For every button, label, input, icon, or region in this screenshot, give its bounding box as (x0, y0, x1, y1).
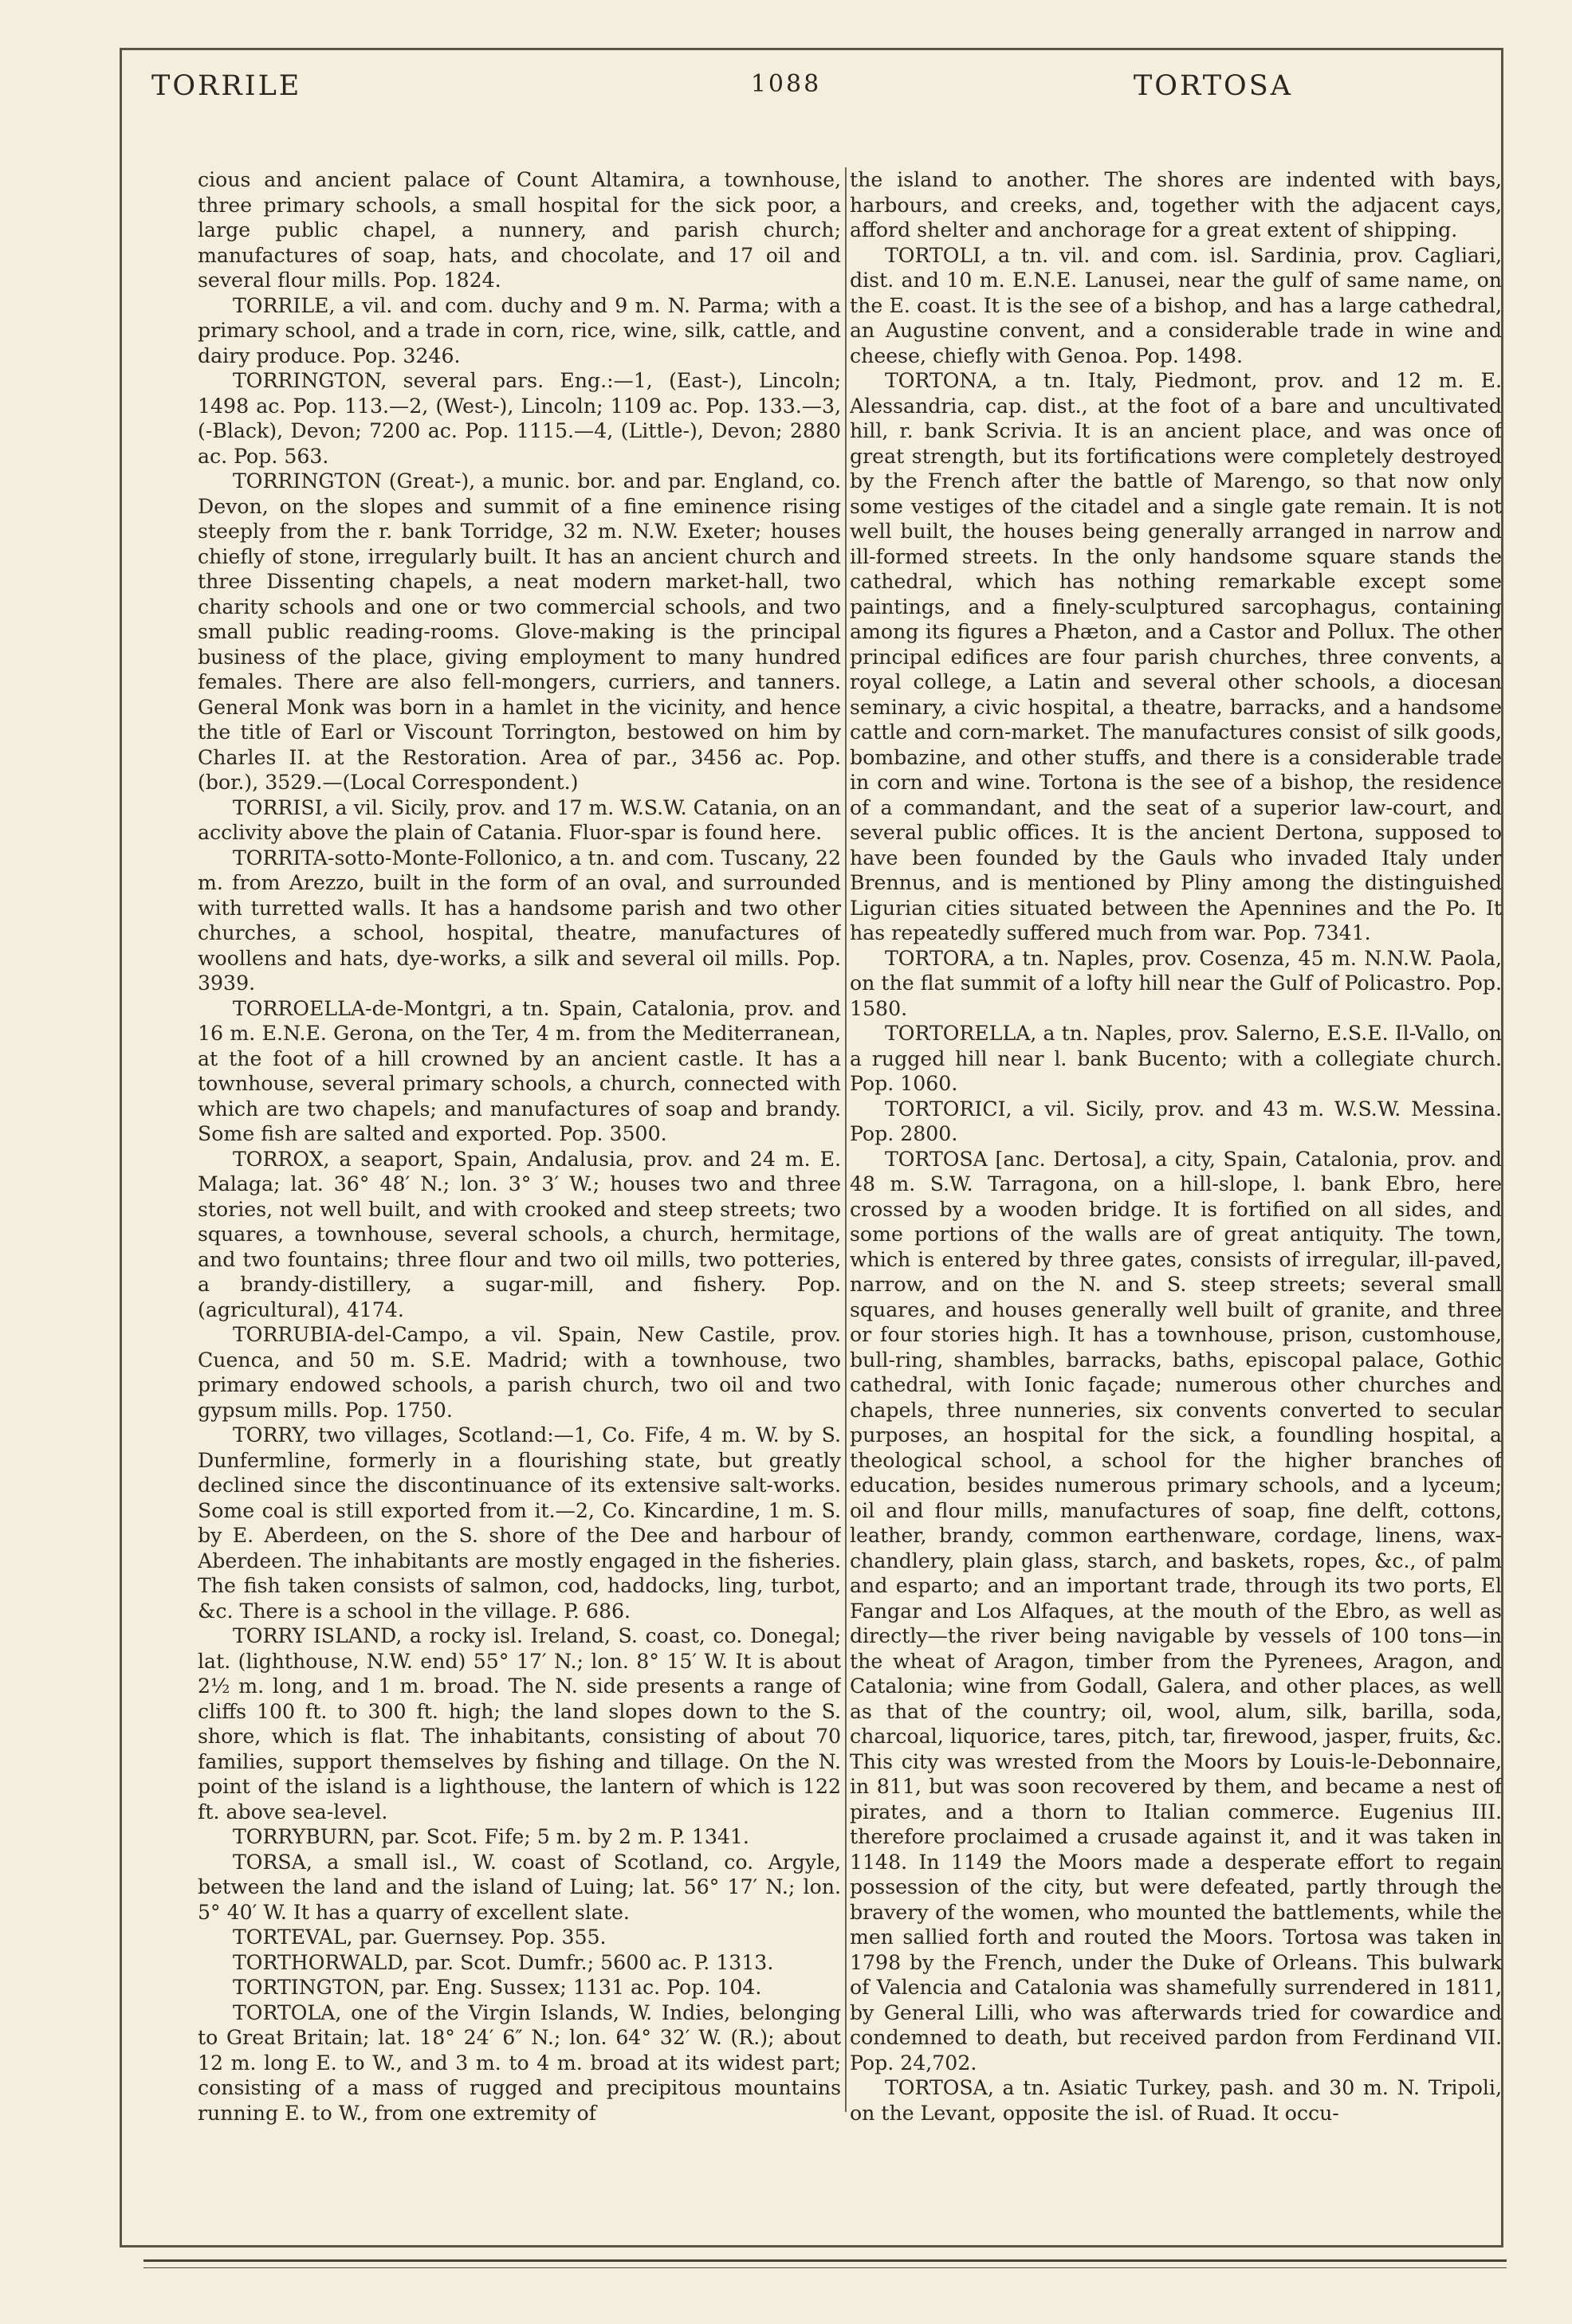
entry-headword: TORTOLA, (233, 2000, 342, 2024)
entry-text: a seaport, Spain, Andalusia, prov. and 24 m. E. Malaga; lat. 36° 48′ N.; lon. 3° 3′ W.; houses two and three stories, not well built, and with crooked and steep streets; two squares, a townhouse, several schools, a church, hermitage, and two fountains; three flour and two oil mills, two potteries, a brandy-distillery, a sugar-mill, and fishery. Pop. (agricultural), 4174. (198, 1147, 841, 1321)
gazetteer-entry (850, 2075, 1502, 2126)
gazetteer-entry (198, 1824, 841, 1850)
gazetteer-entry (198, 469, 841, 795)
entry-headword: TORRINGTON (Great-), (233, 469, 476, 493)
gazetteer-entry (198, 1925, 841, 1950)
gazetteer-entry (850, 167, 1502, 243)
entry-text: a munic. bor. and par. England, co. Devon, on the slopes and summit of a fine eminence rising steeply from the r. bank Torridge, 32 m. N.W. Exeter; houses chiefly of stone, irregularly built. It has an ancient church and three Dissenting chapels, a neat modern market-hall, two charity schools and one or two commercial schools, and two small public reading-rooms. Glove-making is the principal business of the place, giving employment to many hundred females. There are also fell-mongers, curriers, and tanners. General Monk was born in a hamlet in the vicinity, and hence the title of Earl or Viscount Torrington, bestowed on him by Charles II. at the Restoration. Area of par., 3456 ac. Pop. (bor.), 3529.—(Local Correspondent.) (198, 469, 841, 794)
entry-text: a vil. Spain, New Castile, prov. Cuenca, and 50 m. S.E. Madrid; with a townhouse, two primary endowed schools, a parish church, two oil and two gypsum mills. Pop. 1750. (198, 1323, 841, 1422)
right-column (850, 167, 1502, 2184)
gazetteer-entry (198, 2000, 841, 2126)
entry-headword: TORRY, (233, 1423, 309, 1447)
gazetteer-entry (198, 846, 841, 996)
entry-headword: TORRILE, (233, 293, 336, 317)
entry-text: par. Scot. Dumfr.; 5600 ac. P. 1313. (408, 1950, 774, 1974)
page-header (151, 70, 1421, 120)
entry-headword: TORRISI, (233, 795, 329, 819)
gazetteer-entry (198, 1423, 841, 1623)
entry-text: a tn. Naples, prov. Cosenza, 45 m. N.N.W. Paola, on the flat summit of a lofty hill near the Gulf of Policastro. Pop. 1580. (850, 946, 1502, 1020)
entry-headword: TORRY ISLAND, (233, 1624, 403, 1647)
header-left-word: TORRILE (151, 70, 302, 102)
left-column (198, 167, 841, 2184)
entry-headword: TORTORELLA, (885, 1022, 1037, 1045)
entry-text: one of the Virgin Islands, W. Indies, belonging to Great Britain; lat. 18° 24′ 6″ N.; lon. 64° 32′ W. (R.); about 12 m. long E. to W., and 3 m. to 4 m. broad at its widest part; consisting of a mass of rugged and precipitous mountains running E. to W., from one extremity of (198, 2000, 841, 2125)
entry-headword: TORTEVAL, (233, 1926, 353, 1949)
entry-headword: TORTOLI, (885, 243, 988, 267)
page-number: 1088 (750, 70, 822, 98)
entry-headword: TORTORA, (885, 946, 996, 970)
bottom-rule-thin (143, 2267, 1507, 2268)
gazetteer-entry (850, 1097, 1502, 1147)
bottom-rule (143, 2259, 1507, 2262)
entry-text: a vil. Sicily, prov. and 17 m. W.S.W. Catania, on an acclivity above the plain of Catania. Fluor-spar is found here. (198, 795, 841, 844)
entry-headword: TORTOSA, (885, 2076, 994, 2099)
entry-headword: TORRINGTON, (233, 369, 387, 392)
column-divider (845, 167, 847, 2112)
entry-headword: TORTORICI, (885, 1097, 1012, 1121)
gazetteer-entry (198, 1322, 841, 1423)
entry-headword: TORROX, (233, 1147, 330, 1171)
entry-text: a tn. Italy, Piedmont, prov. and 12 m. E. Alessandria, cap. dist., at the foot of a bare and uncultivated hill, r. bank Scrivia. It is an ancient place, and was once of great strength, but its fortifications were completely destroyed by the French after the battle of Marengo, so that now only some vestiges of the citadel and a single gate remain. It is not well built, the houses being generally arranged in narrow and ill-formed streets. In the only handsome square stands the cathedral, which has nothing remarkable except some paintings, and a finely-sculptured sarcophagus, containing among its figures a Phæton, and a Castor and Pollux. The other principal edifices are four parish churches, three convents, a royal college, a Latin and several other schools, a diocesan seminary, a civic hospital, a theatre, barracks, and a handsome cattle and corn-market. The manufactures consist of silk goods, bombazine, and other stuffs, and there is a considerable trade in corn and wine. Tortona is the see of a bishop, the residence of a commandant, and the seat of a superior law-court, and several public offices. It is the ancient Dertona, supposed to have been founded by the Gauls who invaded Italy under Brennus, and is mentioned by Pliny among the distinguished Ligurian cities situated between the Apennines and the Po. It has repeatedly suffered much from war. Pop. 7341. (850, 369, 1502, 944)
header-right-word: TORTOSA (1133, 70, 1293, 102)
entry-headword: TORRYBURN, (233, 1825, 375, 1848)
entry-text: par. Scot. Fife; 5 m. by 2 m. P. 1341. (375, 1825, 749, 1848)
gazetteer-entry (198, 293, 841, 369)
entry-text: par. Guernsey. Pop. 355. (352, 1926, 607, 1949)
entry-headword: TORTOSA (885, 1147, 988, 1171)
entry-headword: TORTHORWALD, (233, 1950, 409, 1974)
entry-text: [anc. Dertosa], a city, Spain, Catalonia, prov. and 48 m. S.W. Tarragona, on a hill-slope, l. bank Ebro, here crossed by a wooden bridge. It is fortified on all sides, and some portions of the walls are of great antiquity. The town, which is entered by three gates, consists of irregular, ill-paved, narrow, and on the N. and S. steep streets; several small squares, and houses generally well built of granite, and three or four stories high. It has a townhouse, prison, customhouse, bull-ring, shambles, barracks, baths, episcopal palace, Gothic cathedral, with Ionic façade; numerous other churches and chapels, three nunneries, six convents converted to secular purposes, an hospital for the sick, a foundling hospital, a theological school, a school for the higher branches of education, besides numerous primary schools, and a lyceum; oil and flour mills, manufactures of soap, fine delft, cottons, leather, brandy, common earthenware, cordage, linens, wax-chandlery, plain glass, starch, and baskets, ropes, &c., of palm and esparto; and an important trade, through its two ports, El Fangar and Los Alfaques, at the mouth of the Ebro, as well as directly—the river being navigable by vessels of 100 tons—in the wheat of Aragon, timber from the Pyrenees, Aragon, and Catalonia; wine from Godall, Galera, and other places, as well as that of the country; oil, wool, alum, silk, barilla, soda, charcoal, liquorice, tares, pitch, tar, firewood, jasper, fruits, &c. This city was wrested from the Moors by Louis-le-Debonnaire, in 811, but was soon recovered by them, and became a nest of pirates, and a thorn to Italian commerce. Eugenius III. therefore proclaimed a crusade against it, and it was taken in 1148. In 1149 the Moors made a desperate effort to regain possession of the city, but were defeated, partly through the bravery of the women, who mounted the battlements, while the men sallied forth and routed the Moors. Tortosa was taken in 1798 by the French, under the Duke of Orleans. This bulwark of Valencia and Catalonia was shamefully surrendered in 1811, by General Lilli, who was afterwards tried for cowardice and condemned to death, but received pardon from Ferdinand VII. Pop. 24,702. (850, 1147, 1502, 2075)
entry-text: a vil. and com. duchy and 9 m. N. Parma; with a primary school, and a trade in corn, rice, wine, silk, cattle, and dairy produce. Pop. 3246. (198, 293, 841, 367)
entry-headword: TORRITA-sotto-Monte-Follonico, (233, 846, 564, 870)
gazetteer-entry (198, 167, 841, 293)
entry-text: cious and ancient palace of Count Altamira, a townhouse, three primary schools, a small hospital for the sick poor, a large public chapel, a nunnery, and parish church; manufactures of soap, hats, and chocolate, and 17 oil and several flour mills. Pop. 1824. (198, 168, 841, 292)
gazetteer-entry (198, 795, 841, 846)
entry-headword: TORRUBIA-del-Campo, (233, 1323, 470, 1346)
gazetteer-entry (850, 368, 1502, 946)
gazetteer-entry (198, 1975, 841, 2000)
gazetteer-entry (850, 1021, 1502, 1097)
gazetteer-entry (198, 1850, 841, 1926)
entry-text: par. Eng. Sussex; 1131 ac. Pop. 104. (384, 1976, 762, 1999)
gazetteer-entry (850, 946, 1502, 1022)
entry-text: a vil. Sicily, prov. and 43 m. W.S.W. Messina. Pop. 2800. (850, 1097, 1502, 1145)
gazetteer-entry (198, 1147, 841, 1323)
entry-headword: TORTONA, (885, 369, 998, 392)
gazetteer-entry (850, 243, 1502, 369)
gazetteer-entry (198, 1623, 841, 1824)
entry-text: several pars. Eng.:—1, (East-), Lincoln; 1498 ac. Pop. 113.—2, (West-), Lincoln; 1109 ac. Pop. 133.—3, (-Black), Devon; 7200 ac. Pop. 1115.—4, (Little-), Devon; 2880 ac. Pop. 563. (198, 369, 841, 468)
entry-text: a tn. Naples, prov. Salerno, E.S.E. Il-Vallo, on a rugged hill near l. bank Bucento; with a collegiate church. Pop. 1060. (850, 1022, 1502, 1095)
entry-text: a tn. Asiatic Turkey, pash. and 30 m. N. Tripoli, on the Levant, opposite the isl. of Ruad. It occu- (850, 2076, 1502, 2125)
gazetteer-entry (198, 368, 841, 469)
gazetteer-entry (198, 1950, 841, 1976)
entry-text: a tn. vil. and com. isl. Sardinia, prov. Cagliari, dist. and 10 m. E.N.E. Lanusei, near the gulf of same name, on the E. coast. It is the see of a bishop, and has a large cathedral, an Augustine convent, and a considerable trade in wine and cheese, chiefly with Genoa. Pop. 1498. (850, 243, 1502, 367)
entry-text: two villages, Scotland:—1, Co. Fife, 4 m. W. by S. Dunfermline, formerly in a flourishing state, but greatly declined since the discontinuance of its extensive salt-works. Some coal is still exported from it.—2, Co. Kincardine, 1 m. S. by E. Aberdeen, on the S. shore of the Dee and harbour of Aberdeen. The inhabitants are mostly engaged in the fisheries. The fish taken consists of salmon, cod, haddocks, ling, turbot, &c. There is a school in the village. P. 686. (198, 1423, 841, 1623)
entry-headword: TORROELLA-de-Montgri, (233, 996, 493, 1020)
entry-text: a small isl., W. coast of Scotland, co. Argyle, between the land and the island of Luing; lat. 56° 17′ N.; lon. 5° 40′ W. It has a quarry of excellent slate. (198, 1850, 841, 1924)
entry-text: a rocky isl. Ireland, S. coast, co. Donegal; lat. (lighthouse, N.W. end) 55° 17′ N.; lon. 8° 15′ W. It is about 2½ m. long, and 1 m. broad. The N. side presents a range of cliffs 100 ft. to 300 ft. high; the land slopes down to the S. shore, which is flat. The inhabitants, consisting of about 70 families, support themselves by fishing and tillage. On the N. point of the island is a lighthouse, the lantern of which is 122 ft. above sea-level. (198, 1624, 841, 1823)
entry-headword: TORTINGTON, (233, 1976, 385, 1999)
entry-text: a tn. and com. Tuscany, 22 m. from Arezzo, built in the form of an oval, and surrounded with turretted walls. It has a handsome parish and two other churches, a school, hospital, theatre, manufactures of woollens and hats, dye-works, a silk and several oil mills. Pop. 3939. (198, 846, 841, 995)
gazetteer-entry (198, 996, 841, 1147)
gazetteer-entry (850, 1147, 1502, 2076)
entry-text: the island to another. The shores are indented with bays, harbours, and creeks, and, together with the adjacent cays, afford shelter and anchorage for a great extent of shipping. (850, 168, 1502, 241)
entry-headword: TORSA, (233, 1850, 312, 1874)
entry-text: a tn. Spain, Catalonia, prov. and 16 m. E.N.E. Gerona, on the Ter, 4 m. from the Mediterranean, at the foot of a hill crowned by an ancient castle. It has a townhouse, several primary schools, a church, connected with which are two chapels; and manufactures of soap and brandy. Some fish are salted and exported. Pop. 3500. (198, 996, 841, 1145)
